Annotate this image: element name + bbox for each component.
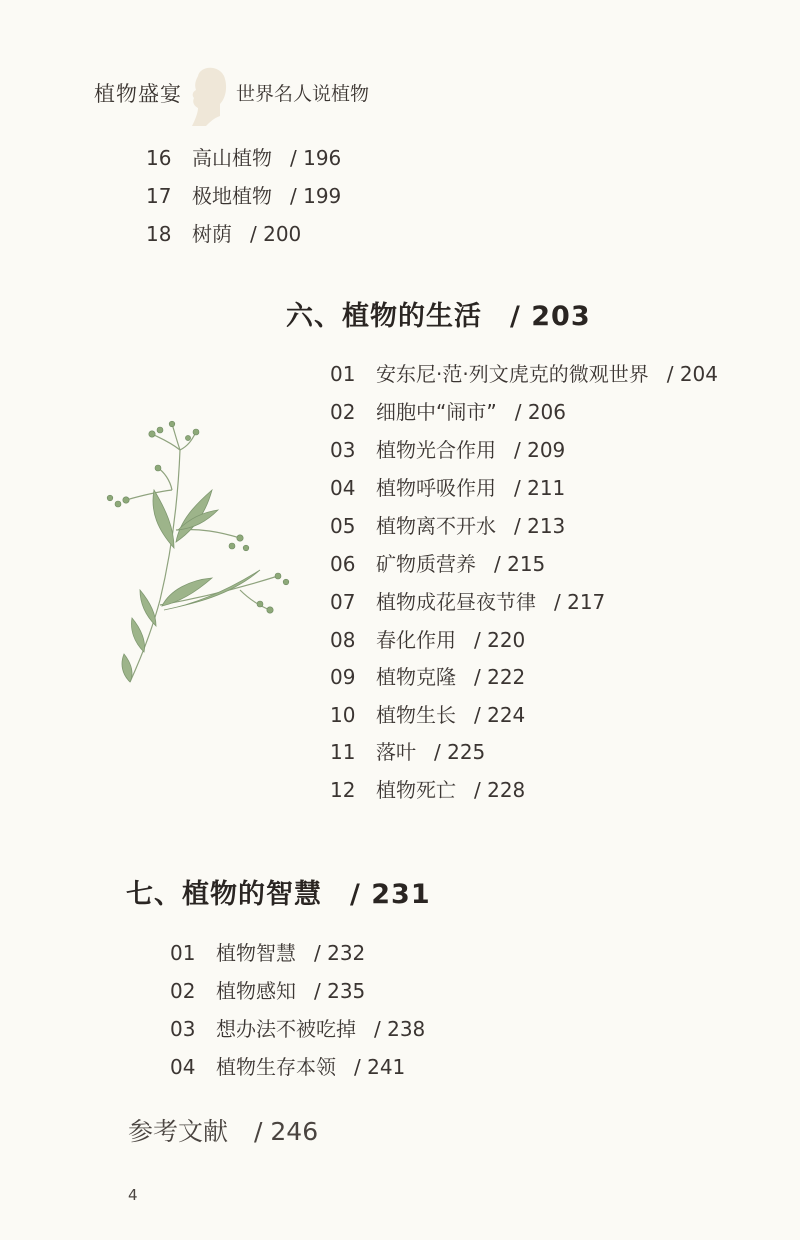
entry-title: 植物成花昼夜节律: [376, 590, 536, 614]
entry-page: / 222: [474, 665, 526, 689]
toc-entry-18: [146, 218, 301, 247]
entry-number: 01: [330, 362, 356, 386]
entry-number: 03: [330, 438, 356, 462]
entry-number: 02: [330, 400, 356, 424]
entry-title: 植物感知: [216, 979, 296, 1003]
entry-title: 植物克隆: [376, 665, 456, 689]
entry-page: / 209: [514, 438, 566, 462]
entry-page: / 220: [474, 628, 526, 652]
entry-number: 18: [146, 222, 172, 246]
section-page: / 203: [510, 301, 591, 332]
toc-entry-17: [146, 180, 341, 209]
entry-number: 03: [170, 1017, 196, 1041]
entry-page: / 224: [474, 703, 526, 727]
toc-entry-6-11: [330, 736, 485, 765]
entry-number: 17: [146, 184, 172, 208]
section-page: / 231: [350, 879, 431, 910]
entry-page: / 211: [514, 476, 566, 500]
entry-number: 06: [330, 552, 356, 576]
references-entry: [128, 1112, 318, 1148]
entry-page: / 217: [554, 590, 606, 614]
entry-page: / 200: [250, 222, 302, 246]
entry-page: / 235: [314, 979, 366, 1003]
entry-page: / 241: [354, 1055, 406, 1079]
entry-title: 植物离不开水: [376, 514, 496, 538]
entry-number: 04: [330, 476, 356, 500]
section-title-6: [286, 294, 591, 333]
entry-number: 12: [330, 778, 356, 802]
toc-entry-6-01: [330, 358, 718, 387]
entry-page: / 225: [434, 740, 486, 764]
head-silhouette-icon: [188, 64, 228, 128]
toc-entry-6-03: [330, 434, 565, 463]
entry-number: 08: [330, 628, 356, 652]
entry-number: 05: [330, 514, 356, 538]
entry-title: 想办法不被吃掉: [216, 1017, 356, 1041]
entry-page: / 206: [514, 400, 567, 424]
entry-number: 01: [170, 941, 196, 965]
references-page: / 246: [254, 1117, 319, 1146]
entry-number: 10: [330, 703, 356, 727]
entry-title: 植物呼吸作用: [376, 476, 496, 500]
toc-entry-6-04: [330, 472, 565, 501]
entry-title: 落叶: [376, 740, 416, 764]
entry-title: 植物生长: [376, 703, 456, 727]
entry-title: 高山植物: [192, 146, 272, 170]
entry-number: 11: [330, 740, 356, 764]
toc-entry-7-03: [170, 1013, 425, 1042]
entry-title: 植物生存本领: [216, 1055, 336, 1079]
entry-title: 细胞中“闹市”: [376, 400, 497, 424]
entry-title: 矿物质营养: [376, 552, 476, 576]
entry-page: / 215: [494, 552, 546, 576]
toc-entry-7-02: [170, 975, 365, 1004]
references-title: 参考文献: [128, 1117, 229, 1146]
toc-entry-6-05: [330, 510, 565, 539]
entry-title: 极地植物: [192, 184, 272, 208]
toc-entry-7-01: [170, 937, 365, 966]
section-title-7: [126, 872, 431, 911]
entry-page: / 228: [474, 778, 526, 802]
toc-entry-6-10: [330, 699, 525, 728]
entry-number: 09: [330, 665, 356, 689]
entry-number: 07: [330, 590, 356, 614]
book-title: 植物盛宴: [94, 82, 182, 106]
entry-title: 植物光合作用: [376, 438, 496, 462]
entry-title: 树荫: [192, 222, 232, 246]
entry-number: 16: [146, 146, 172, 170]
entry-page: / 232: [314, 941, 366, 965]
page-number: 4: [128, 1186, 138, 1204]
entry-title: 植物智慧: [216, 941, 296, 965]
book-subtitle: 世界名人说植物: [236, 83, 370, 105]
toc-entry-6-02: [330, 396, 566, 425]
entry-page: / 238: [374, 1017, 426, 1041]
toc-entry-16: [146, 142, 341, 171]
plant-illustration: [100, 420, 300, 690]
section-title-text: 七、植物的智慧: [126, 879, 322, 910]
entry-number: 04: [170, 1055, 196, 1079]
entry-page: / 204: [666, 362, 718, 386]
toc-entry-6-06: [330, 548, 545, 577]
toc-entry-6-08: [330, 624, 525, 653]
entry-title: 安东尼·范·列文虎克的微观世界: [376, 362, 649, 386]
entry-title: 植物死亡: [376, 778, 456, 802]
toc-entry-6-12: [330, 774, 525, 803]
entry-page: / 196: [290, 146, 342, 170]
toc-entry-7-04: [170, 1051, 405, 1080]
toc-entry-6-07: [330, 586, 605, 615]
entry-number: 02: [170, 979, 196, 1003]
entry-page: / 213: [514, 514, 566, 538]
section-title-text: 六、植物的生活: [286, 301, 482, 332]
toc-entry-6-09: [330, 661, 525, 690]
entry-title: 春化作用: [376, 628, 456, 652]
entry-page: / 199: [290, 184, 342, 208]
